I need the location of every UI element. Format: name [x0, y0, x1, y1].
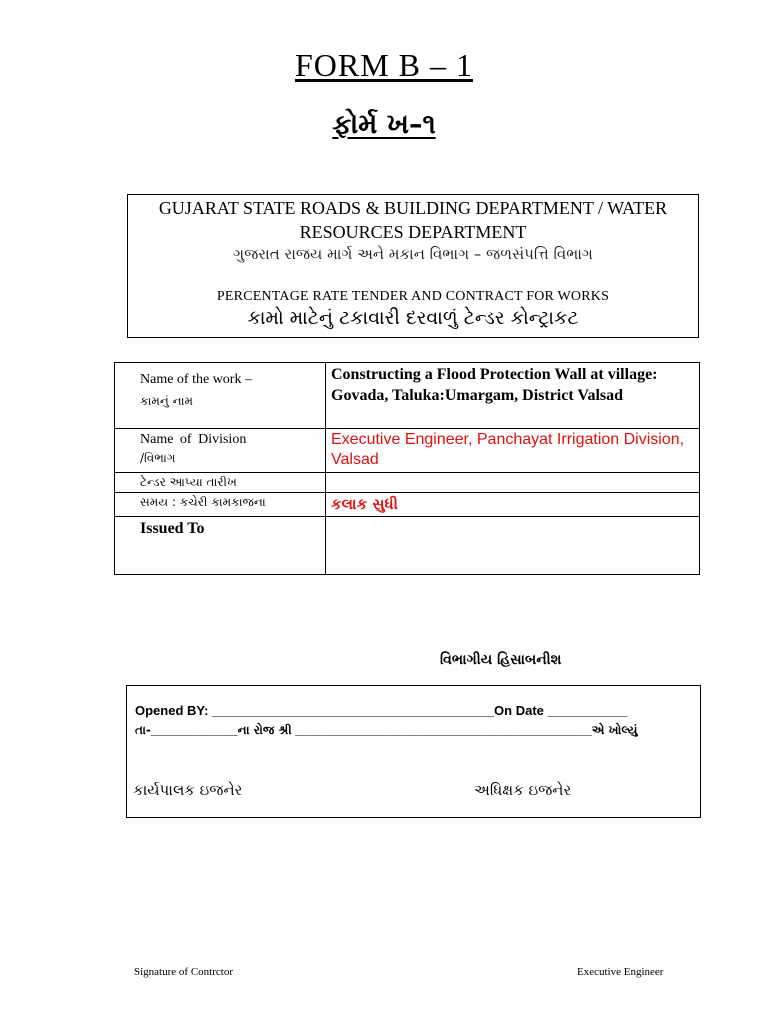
time-value: કલાક સુધી	[331, 495, 398, 513]
issued-label-cell	[115, 517, 326, 575]
tender-date-label-cell	[115, 473, 326, 493]
division-value-cell	[326, 429, 700, 473]
opened-by-box	[126, 685, 701, 818]
work-value-cell	[326, 363, 700, 429]
contract-type: PERCENTAGE RATE TENDER AND CONTRACT FOR WORKS	[216, 289, 610, 304]
table-row	[115, 493, 700, 517]
table-row	[115, 517, 700, 575]
date-name-line	[135, 722, 638, 738]
time-value-cell	[326, 493, 700, 517]
opened-gujarati: એ ખોલ્યું	[591, 723, 638, 737]
division-name: Executive Engineer, Panchayat Irrigation Division, Valsad	[331, 431, 685, 468]
time-label-cell	[115, 493, 326, 517]
executive-engineer-label: Executive Engineer	[577, 966, 664, 978]
department-name-gujarati: ગુજરાત રાજય માર્ગ અને મકાન વિભાગ – જળસંપત્તિ વિભાગ	[233, 245, 593, 263]
opened-by-blank[interactable]: _______________________________________	[212, 703, 495, 718]
issued-to-value[interactable]	[326, 517, 700, 575]
department-name-line1: GUJARAT STATE ROADS & BUILDING DEPARTMENT / WATER	[158, 198, 668, 218]
division-label-cell	[115, 429, 326, 473]
opened-by-line	[135, 703, 627, 718]
na-roj-label: ના રોજ શ્રી	[237, 723, 292, 737]
work-name: Constructing a Flood Protection Wall at village: Govada, Taluka:Umargam, District Valsad	[331, 366, 658, 404]
department-header-box	[127, 194, 699, 338]
on-date-blank[interactable]: ___________	[547, 703, 628, 718]
division-label: Name of Division	[140, 432, 247, 447]
on-date-label: On Date	[494, 703, 544, 718]
department-name-line2: RESOURCES DEPARTMENT	[299, 222, 527, 242]
opened-by-label: Opened BY:	[135, 703, 209, 718]
divisional-accountant-label: વિભાગીય હિસાબનીશ	[440, 652, 562, 668]
name-blank[interactable]: _________________________________________	[295, 722, 592, 737]
executive-engineer-gujarati: કાર્યપાલક ઇજનેર	[133, 781, 243, 799]
issued-to-label: Issued To	[140, 520, 205, 537]
contractor-signature-label: Signature of Contrctor	[134, 966, 233, 978]
tender-info-table	[114, 362, 700, 575]
ta-blank[interactable]: ____________	[150, 722, 238, 737]
contract-type-gujarati: કામો માટેનું ટકાવારી દરવાળું ટેન્ડર કોન્ટ્રાકટ	[247, 307, 579, 329]
table-row	[115, 429, 700, 473]
work-label-cell	[115, 363, 326, 429]
form-title: FORM B – 1	[294, 47, 474, 83]
work-label-gujarati: કામનું નામ	[140, 394, 193, 408]
tender-date-value[interactable]	[326, 473, 700, 493]
superintending-engineer-gujarati: અધિક્ષક ઇજનેર	[474, 781, 572, 799]
table-row	[115, 473, 700, 493]
time-label: સમય : કચેરી કામકાજના	[140, 495, 266, 509]
table-row	[115, 363, 700, 429]
tender-date-label: ટેન્ડર આપ્યા તારીખ	[140, 475, 237, 489]
form-title-gujarati: ફોર્મ ખ–૧	[332, 109, 436, 140]
division-label-gujarati: /વિભાગ	[140, 451, 176, 465]
work-label: Name of the work –	[140, 372, 252, 387]
ta-label: તા-	[135, 723, 151, 737]
